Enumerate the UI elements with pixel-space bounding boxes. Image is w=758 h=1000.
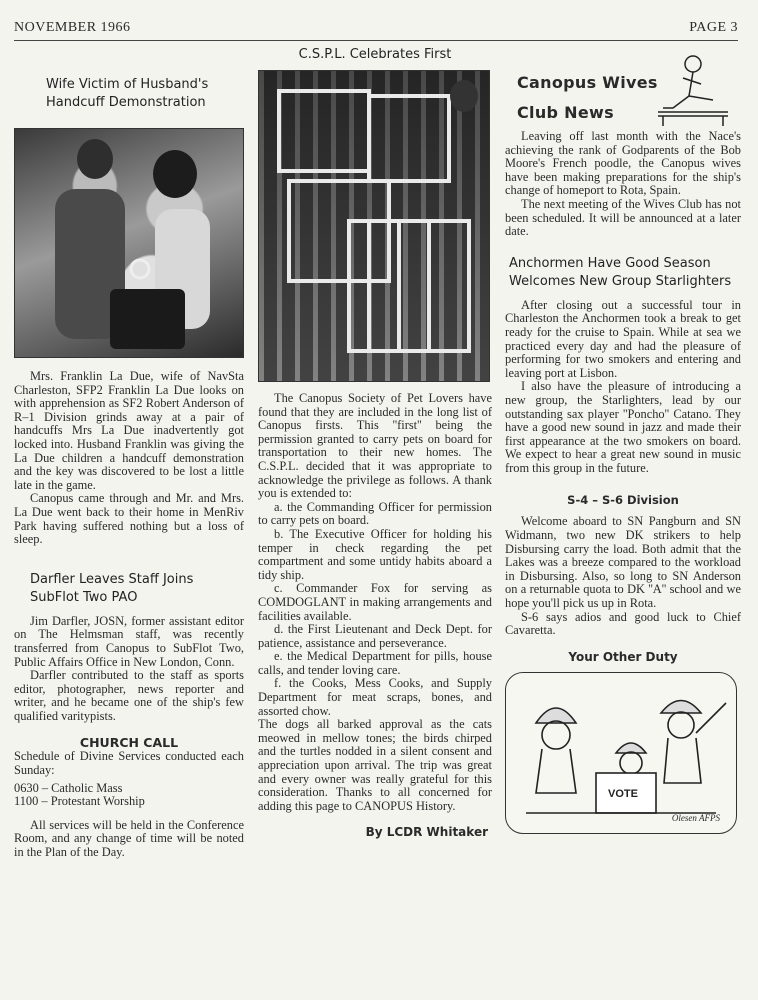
cspl-item-e: e. the Medical Department for pills, house calls, and tender loving care.: [258, 649, 492, 677]
anchormen-p2: I also have the pleasure of introducing a new group, the Starlighters, lead by our outstanding sax player ''Poncho'' Catano. They have a good new sound in jazz and made their first appearance at the two smokers on board. We expect to hear a great new sound in music from this group in the future.: [505, 379, 741, 475]
pet-crates-drawing: [259, 71, 489, 381]
church-call-worship: 1100 – Protestant Worship: [14, 794, 145, 809]
story-handcuff-p2: Canopus came through and Mr. and Mrs. La Due went back to their home in MenRiv Park having suffered nothing but a loss of sleep.: [14, 491, 244, 547]
handcuff-photo-figures: [15, 129, 243, 357]
s4-s6-p1: Welcome aboard to SN Pangburn and SN Widmann, two new DK strikers to help Disbursing carry the load. Both admit that the Lakes was a breeze compared to the workload in Disbursing. Also, so long to SN Anderson on a returnable quota to DK ''A'' school and we hope you'll pick us up in Rota.: [505, 514, 741, 611]
column-middle: [258, 44, 492, 839]
page-number: PAGE 3: [689, 20, 738, 35]
s4-s6-p2: S-6 says adios and good luck to Chief Cavaretta.: [505, 609, 741, 638]
pet-crates-photo: [258, 70, 490, 382]
story-darfler-headline: Darfler Leaves Staff Joins SubFlot Two PAO: [30, 571, 194, 605]
cspl-item-d: d. the First Lieutenant and Deck Dept. for patience, assistance and perseverance.: [258, 622, 492, 650]
cspl-closing: The dogs all barked approval as the cats meowed in mellow tones; the birds chirped and the turtles nodded in a silent consent and appreciation upon arrival. The trip was great and every owner was really grateful for this consideration. Thanks to all concerned for adding this page to CANOPUS History.: [258, 717, 492, 813]
column-left: [14, 44, 244, 860]
voting-cartoon-drawing: [506, 673, 736, 833]
your-other-duty-title: Your Other Duty: [568, 649, 678, 664]
church-call-title: CHURCH CALL: [79, 735, 179, 751]
cspl-intro: The Canopus Society of Pet Lovers have found that they are included in the long list of Canopus firsts. This ''first'' being the permission granted to carry pets on board for transportation to their new homes. The C.S.P.L. decided that it was appropriate to acknowledge the privilege as follows. A thank you is extended to:: [258, 391, 492, 501]
cspl-headline: C.S.P.L. Celebrates First: [298, 47, 452, 62]
cspl-item-b: b. The Executive Officer for holding his temper in check regarding the pet compartment and some untidy habits aboard a tidy ship.: [258, 526, 492, 582]
anchormen-headline: Anchormen Have Good Season Welcomes New Group Starlighters: [509, 255, 732, 289]
wives-club-p2: The next meeting of the Wives Club has not been scheduled. It will be announced at a later date.: [505, 196, 741, 239]
page-header: [14, 18, 738, 41]
column-right: [505, 44, 741, 834]
church-call-mass: 0630 – Catholic Mass: [14, 780, 123, 795]
anchormen-p1: After closing out a successful tour in Charleston the Anchormen took a break to get ready for the cruise to Spain. While at sea we practiced every day and had the pleasure of performing for two smokers and entering and leaving port at Lisbon.: [505, 297, 741, 380]
s4-s6-headline: S-4 – S-6 Division: [567, 493, 679, 508]
wives-club-title-line2: Club News: [517, 103, 614, 122]
cspl-item-a: a. the Commanding Officer for permission to carry pets on board.: [258, 499, 492, 528]
voting-cartoon: [505, 672, 737, 834]
wives-club-title-line1: Canopus Wives: [517, 73, 658, 92]
story-darfler-p2: Darfler contributed to the staff as sports editor, photographer, news reporter and writer, and he became one of the ship's few qualified varitypists.: [14, 668, 244, 723]
wives-club-masthead: [505, 44, 741, 130]
issue-date: NOVEMBER 1966: [14, 20, 131, 35]
church-call-note: All services will be held in the Conference Room, and any change of time will be noted in the Plan of the Day.: [14, 817, 244, 860]
vote-box-label: VOTE: [608, 787, 638, 800]
cspl-item-c: c. Commander Fox for serving as COMDOGLANT in making arrangements and facilities available.: [258, 581, 492, 623]
church-call-intro: Schedule of Divine Services conducted each Sunday:: [14, 749, 244, 778]
handcuff-photo: [14, 128, 244, 358]
story-handcuff-headline: Wife Victim of Husband's Handcuff Demonstration: [46, 77, 209, 110]
story-darfler-p1: Jim Darfler, JOSN, former assistant editor on The Helmsman staff, was recently transferred from Canopus to SubFlot Two, Public Affairs Office in New London, Conn.: [14, 613, 244, 669]
wives-club-illustration: [653, 50, 733, 128]
cspl-byline: By LCDR Whitaker: [365, 825, 488, 840]
wives-club-title: [517, 68, 658, 128]
story-handcuff-p1: Mrs. Franklin La Due, wife of NavSta Charleston, SFP2 Franklin La Due looks on with apprehension as SF2 Robert Anderson of R–1 Division grinds away at a pair of handcuffs Mrs La Due inadvertently got locked into. Husband Franklin was giving the La Due children a handcuff demonstration and the key was discovered to be lost a little late in the game.: [14, 369, 244, 492]
cspl-item-f: f. the Cooks, Mess Cooks, and Supply Department for meat scraps, bones, and assorted chow.: [258, 676, 492, 718]
cartoon-signature: Olesen AFPS: [671, 812, 720, 823]
wives-club-p1: Leaving off last month with the Nace's achieving the rank of Godparents of the Bob Moore's French poodle, the Canopus wives have been making preparations for the ship's change of homeport to Rota, Spain.: [505, 129, 741, 198]
